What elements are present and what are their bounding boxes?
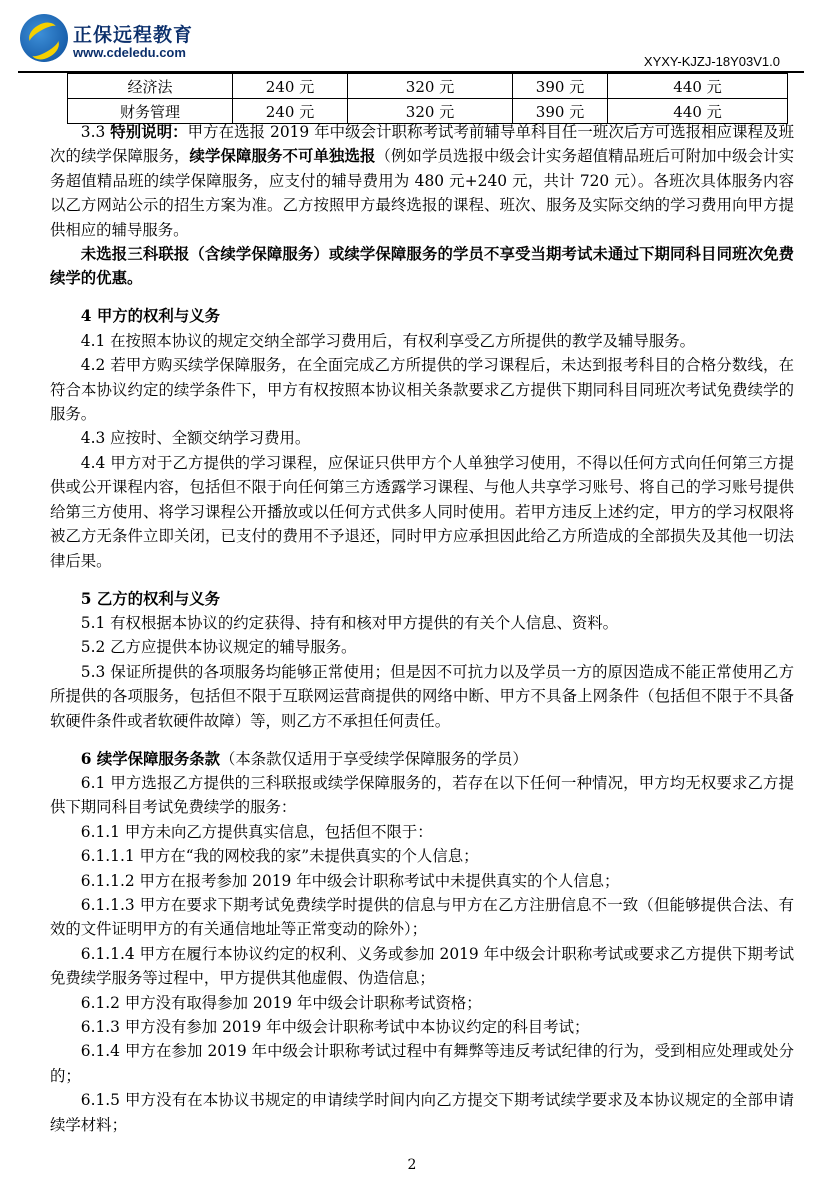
clause-6-1-1-4: 6.1.1.4 甲方在履行本协议约定的权利、义务或参加 2019 年中级会计职称考试或要求乙方提供下期考试免费续学服务等过程中，甲方提供其他虚假、伪造信息； [50,944,794,988]
heading-text: 6 续学保障服务条款 [80,749,220,768]
clause-6-1-1-2: 6.1.1.2 甲方在报考参加 2019 年中级会计职称考试中未提供真实的个人信息； [80,871,620,890]
clause-6-1-1: 6.1.1 甲方未向乙方提供真实信息，包括但不限于： [80,822,433,841]
clause-6-1-3: 6.1.3 甲方没有参加 2019 年中级会计职称考试中本协议约定的科目考试； [80,1018,590,1036]
fee-table [67,73,788,124]
clause-text: 甲方在选报 2019 年中级会计职称考试考前辅导单科目任一班次后方可选报相应课程及班次的续学保障服务， [50,123,794,166]
section-heading-6 [50,747,794,771]
section-heading-4: 4 甲方的权利与义务 [80,307,220,326]
bold-label: 特别说明： [110,123,188,141]
clause-6-1-4: 6.1.4 甲方在参加 2019 年中级会计职称考试过程中有舞弊等违反考试纪律的行为，受到相应处理或处分的； [50,1042,794,1085]
clause-6-1-1-1: 6.1.1.1 甲方在“我的网校我的家”未提供真实的个人信息； [80,847,479,866]
table-cell: 财务管理 [68,99,233,124]
clause-4-4: 4.4 甲方对于乙方提供的学习课程，应保证只供甲方个人单独学习使用，不得以任何方式向任何第三方提供或公开课程内容，包括但不限于向任何第三方透露学习课程、与他人共享学习账号、将自己的学习账号提供给第三方使用、将学习课程公开播放或以任何方式供多人同时使用。若甲方违反上述约定，甲方的学习权限将被乙方无条件立即关闭，已支付的费用不予退还，同时甲方应承担因此给乙方所造成的全部损失及其他一切法律后果。 [50,453,794,570]
bold-text: 续学保障服务不可单独选报 [189,147,376,166]
clause-5-1: 5.1 有权根据本协议的约定获得、持有和核对甲方提供的有关个人信息、资料。 [80,613,619,632]
clause-6-1-1-3: 6.1.1.3 甲方在要求下期考试免费续学时提供的信息与甲方在乙方注册信息不一致（但能够提供合法、有效的文件证明甲方的有关通信地址等正常变动的除外）； [50,895,794,939]
clause-5-3: 5.3 保证所提供的各项服务均能够正常使用；但是因不可抗力以及学员一方的原因造成不能正常使用乙方所提供的各项服务，包括但不限于互联网运营商提供的网络中断、甲方不具备上网条件（包括但不限于不具备软硬件条件或者软硬件故障）等，则乙方不承担任何责任。 [50,662,794,730]
clause-6-1-5: 6.1.5 甲方没有在本协议书规定的申请续学时间内向乙方提交下期考试续学要求及本协议规定的全部申请续学材料； [50,1091,794,1134]
cdeledu-logo-icon [20,14,68,62]
table-cell: 390 元 [513,99,608,124]
clause-number: 3.3 [80,123,111,141]
clause-6-1-2: 6.1.2 甲方没有取得参加 2019 年中级会计职称考试资格； [80,993,482,1012]
document-number: XYXY-KJZJ-18Y03V1.0 [643,54,780,69]
bold-notice: 未选报三科联报（含续学保障服务）或续学保障服务的学员不享受当期考试未通过下期同科目同班次免费续学的优惠。 [50,245,794,288]
clause-3-3 [50,120,794,242]
document-body [50,120,794,1137]
table-cell: 240 元 [233,74,348,99]
clause-4-3: 4.3 应按时、全额交纳学习费用。 [80,429,311,448]
section-heading-5: 5 乙方的权利与义务 [80,589,220,608]
heading-note: （本条款仅适用于享受续学保障服务的学员） [220,749,528,768]
table-cell: 440 元 [608,74,788,99]
brand-name: 正保远程教育 [73,24,194,46]
table-cell: 320 元 [348,99,513,124]
table-cell: 390 元 [513,74,608,99]
page-number: 2 [407,1157,417,1173]
table-cell: 经济法 [68,74,233,99]
clause-text: （例如学员选报中级会计实务超值精品班后可附加中级会计实务超值精品班的续学保障服务，应支付的辅导费用为 480 元+240 元，共计 720 元）。各班次具体服务内容以乙方网站公示的招生方案为准。乙方按照甲方最终选报的课程、班次、服务及实际交纳的学习费用向甲方提供相应的辅导服务。 [50,147,794,239]
clause-4-1: 4.1 在按照本协议的规定交纳全部学习费用后，有权利享受乙方所提供的教学及辅导服务。 [80,331,696,350]
table-row [68,74,788,99]
clause-6-1: 6.1 甲方选报乙方提供的三科联报或续学保障服务的，若存在以下任何一种情况，甲方均无权要求乙方提供下期同科目考试免费续学的服务： [50,773,794,817]
clause-5-2: 5.2 乙方应提供本协议规定的辅导服务。 [80,638,357,657]
table-cell: 320 元 [348,74,513,99]
clause-4-2: 4.2 若甲方购买续学保障服务，在全面完成乙方所提供的学习课程后，未达到报考科目的合格分数线，在符合本协议约定的续学条件下，甲方有权按照本协议相关条款要求乙方提供下期同科目同班次考试免费续学的服务。 [50,356,794,424]
table-cell: 240 元 [233,99,348,124]
brand-url: www.cdeledu.com [73,45,186,60]
table-cell: 440 元 [608,99,788,124]
